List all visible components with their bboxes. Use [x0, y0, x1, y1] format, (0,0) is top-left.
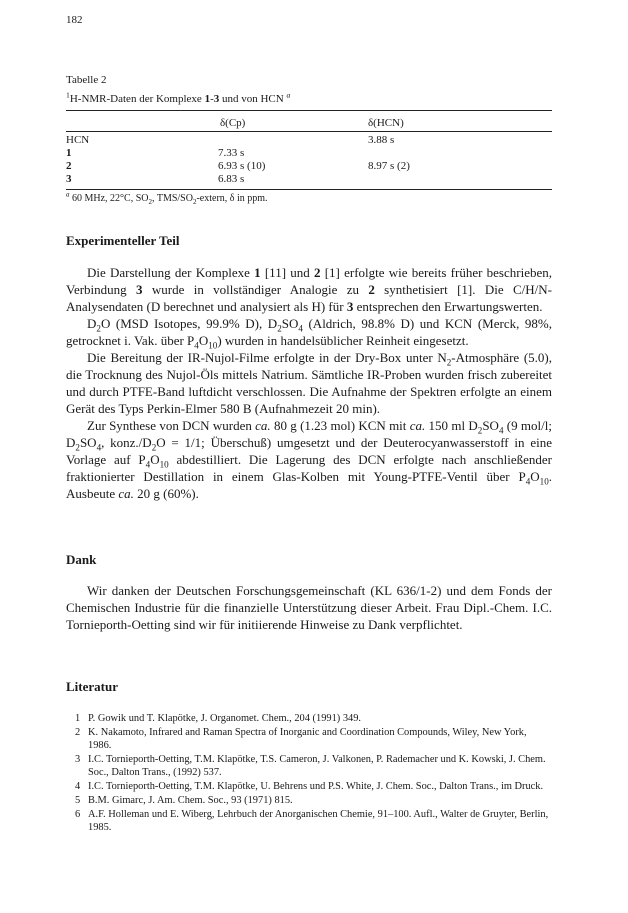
- table-bottom-rule: [66, 189, 552, 190]
- table-row: [66, 134, 552, 147]
- table-cell-compound: HCN: [66, 134, 90, 146]
- experimental-paragraph-2: $D_2O$ (MSD Isotopes, 99.9% D), $D_2SO_4$ (Aldrich, 98.8% D) und KCN (Merck, 98%, getrocknet i. Vak. über $P_4O_{10}$) wurden in handelsüblicher Reinheit eingesetzt.: [66, 316, 552, 351]
- reference-item: 1 P. Gowik und T. Klapötke, J. Organomet. Chem., 204 (1991) 349.: [75, 713, 362, 724]
- table-cell-cp: 6.83 s: [218, 173, 245, 185]
- table-cell-compound: 1: [66, 147, 72, 159]
- experimental-heading: Experimenteller Teil: [66, 233, 180, 248]
- reference-list: [66, 712, 552, 835]
- dank-heading: Dank: [66, 552, 97, 567]
- table-row: [66, 160, 552, 173]
- table-label: Tabelle 2: [66, 74, 107, 86]
- table-row: [66, 147, 552, 160]
- page-number: 182: [66, 14, 83, 26]
- dank-body: [66, 582, 552, 633]
- table-footnote: $^a$ 60 MHz, 22°C, $SO_2$, TMS/$SO_2$-extern, δ in ppm.: [66, 190, 268, 206]
- table-cell-cp: 6.93 s (10): [218, 160, 266, 172]
- dank-paragraph: Wir danken der Deutschen Forschungsgemeinschaft (KL 636/1-2) und dem Fonds der Chemischen Industrie für die finanzielle Unterstützung dieser Arbeit. Frau Dipl.-Chem. I.C. Tornieporth-Oetting sind wir für initiierende Hinweise zu Dank verpflichtet.: [66, 583, 552, 632]
- table-caption: $^1$H-NMR-Daten der Komplexe 1-3 und von HCN $^a$: [66, 90, 291, 105]
- literatur-heading: Literatur: [66, 679, 118, 694]
- experimental-paragraph-1: Die Darstellung der Komplexe 1 [11] und 2 [1] erfolgte wie bereits früher beschrieben, Verbindung 3 wurde in vollständiger Analogie zu 2 synthetisiert [1]. Die C/H/N-Analysendaten (D berechnet und analysiert als H) für 3 entsprechen den Erwartungswerten.: [66, 265, 552, 314]
- table-row: [66, 173, 552, 186]
- table-cell-hcn: 8.97 s (2): [368, 160, 410, 172]
- table-header-cp: δ(Cp): [220, 117, 246, 129]
- reference-item: 5 B.M. Gimarc, J. Am. Chem. Soc., 93 (1971) 815.: [75, 795, 293, 806]
- table-cell-compound: 2: [66, 160, 72, 172]
- experimental-body: [66, 264, 552, 502]
- table-header-hcn: δ(HCN): [368, 117, 404, 129]
- reference-item: 6 A.F. Holleman und E. Wiberg, Lehrbuch der Anorganischen Chemie, 91–100. Aufl., Walter de Gruyter, Berlin, 1985.: [75, 809, 549, 833]
- reference-item: 2 K. Nakamoto, Infrared and Raman Spectra of Inorganic and Coordination Compounds, Wiley, New York, 1986.: [75, 727, 527, 751]
- reference-item: 4 I.C. Tornieporth-Oetting, T.M. Klapötke, U. Behrens und P.S. White, J. Chem. Soc., Dalton Trans., im Druck.: [75, 781, 544, 792]
- experimental-paragraph-3: Die Bereitung der IR-Nujol-Filme erfolgte in der Dry-Box unter $N_2$-Atmosphäre (5.0), die Trocknung des Nujol-Öls mittels Natrium. Sämtliche IR-Proben wurden frisch zubereitet und durch PTFE-Band luftdicht verschlossen. Die Aufnahme der Spektren erfolgte an einem Gerät des Typs Perkin-Elmer 580 B (Aufnahmezeit 20 min).: [66, 350, 552, 416]
- table-header-rule: [66, 131, 552, 132]
- table-cell-cp: 7.33 s: [218, 147, 245, 159]
- table-cell-hcn: 3.88 s: [368, 134, 395, 146]
- reference-item: 3 I.C. Tornieporth-Oetting, T.M. Klapötke, T.S. Cameron, J. Valkonen, P. Rademacher und K. Kowski, J. Chem. Soc., Dalton Trans., (1992) 537.: [75, 754, 546, 778]
- table-cell-compound: 3: [66, 173, 72, 185]
- table-top-rule: [66, 110, 552, 111]
- experimental-paragraph-4: Zur Synthese von DCN wurden ca. 80 g (1.23 mol) KCN mit ca. 150 ml $D_2SO_4$ (9 mol/l; $D_2SO_4$, $konz./D_2O = 1/1$; Überschuß) umgesetzt und der Deuterocyanwasserstoff in eine Vorlage auf $P_4O_{10}$ abdestilliert. Die Lagerung des DCN erfolgte nach anschließender fraktionierter Destillation in einem Glas-Kolben mit Young-PTFE-Ventil über $P_4O_{10}$. Ausbeute ca. 20 g (60%).: [66, 418, 552, 501]
